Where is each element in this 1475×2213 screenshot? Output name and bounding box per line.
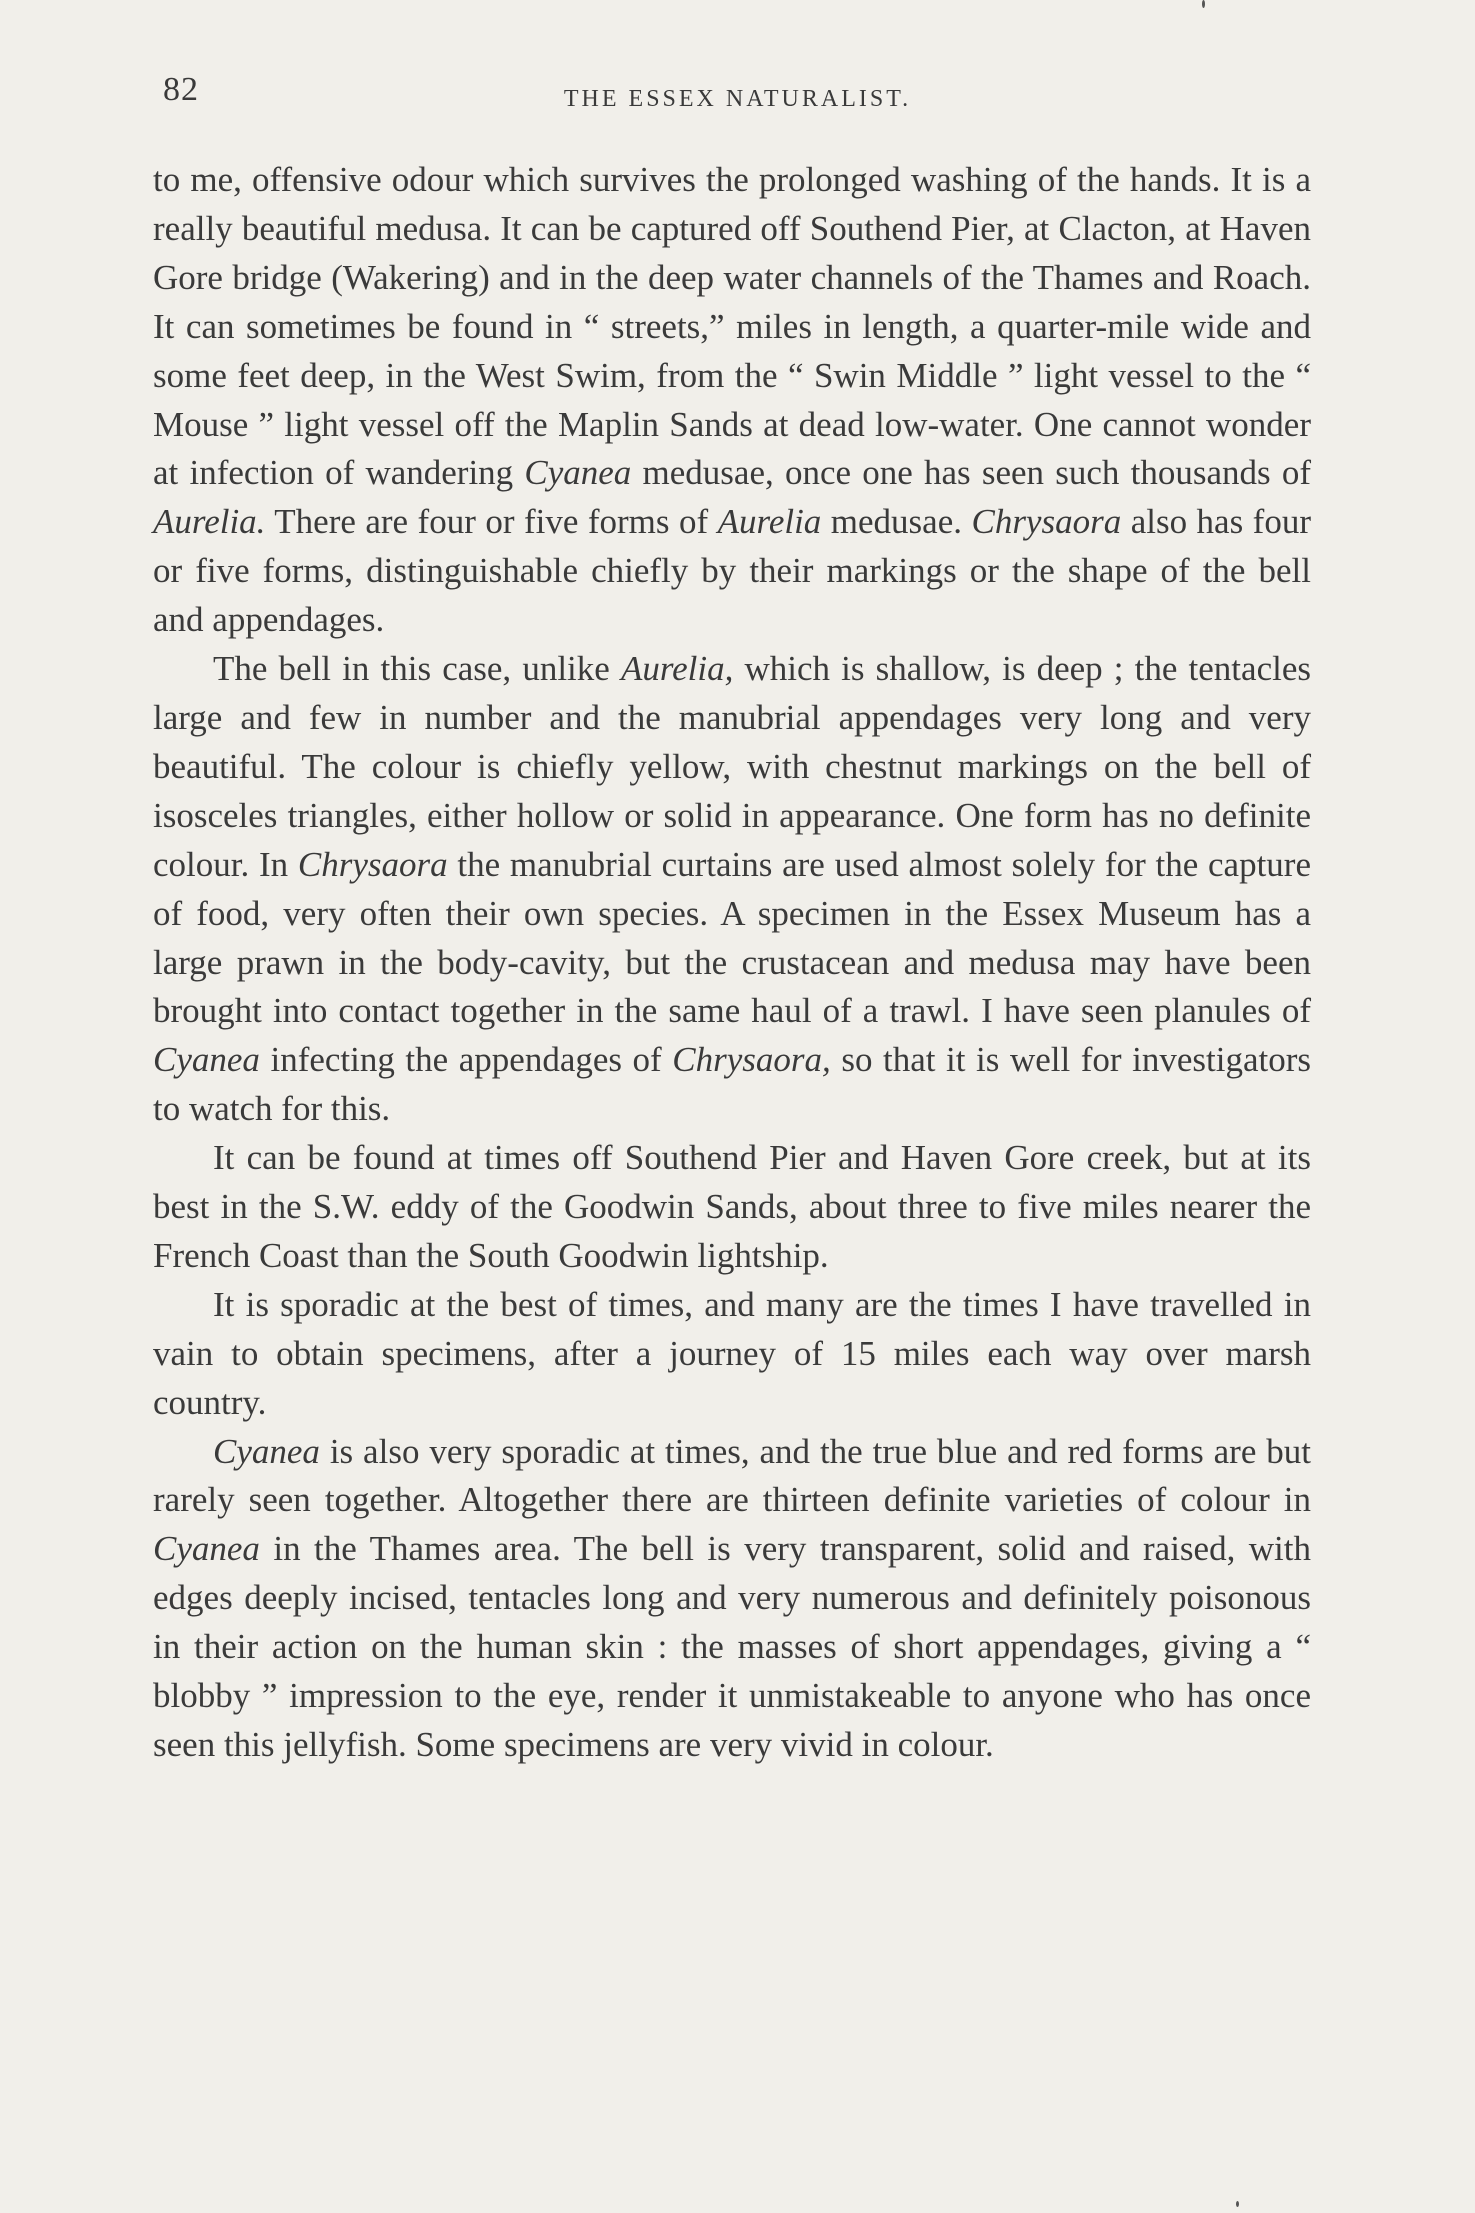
text-run: medusae, once one has seen such thousands of <box>631 453 1311 493</box>
text-run: so that it is well for investigators to watch for this. <box>153 1040 1312 1129</box>
page-number: 82 <box>163 71 199 108</box>
text-run: The bell in this case, unlike <box>213 649 621 689</box>
italic-term: Cyanea <box>153 1529 260 1569</box>
paragraph-5 <box>153 1428 1311 1770</box>
body-text <box>153 156 1311 1770</box>
text-run: medusae. <box>821 502 972 542</box>
paragraph-1 <box>153 156 1311 645</box>
text-run: the manubrial curtains are used almost solely for the capture of food, very often their own species. A specimen in the Essex Museum has a large prawn in the body-cavity, but the crustacean and medusa may have been brought into contact together in the same haul of a trawl. I have seen planules of <box>153 844 1311 1031</box>
text-run: also has four or five forms, distinguishable chiefly by their markings or the shape of the bell and appendages. <box>153 502 1311 640</box>
paragraph-4 <box>153 1281 1311 1428</box>
text-run: which is shallow, is deep ; the tentacles large and few in number and the manubrial appendages very long and very beautiful. The colour is chiefly yellow, with chestnut markings on the bell of isosceles triangles, either hollow or solid in appearance. One form has no definite colour. In <box>153 649 1311 884</box>
italic-term: Aurelia, <box>620 649 734 689</box>
italic-term: Chrysaora <box>297 844 448 884</box>
italic-term: Aurelia <box>717 502 822 542</box>
italic-term: Cyanea <box>524 453 632 493</box>
text-run: It can be found at times off Southend Pier and Haven Gore creek, but at its best in the S.W. eddy of the Goodwin Sands, about three to five miles nearer the French Coast than the South Goodwin lightship. <box>153 1138 1311 1275</box>
italic-term: Cyanea <box>153 1040 260 1080</box>
paragraph-2 <box>153 645 1311 1134</box>
paper-speck <box>1202 0 1205 8</box>
italic-term: Chrysaora, <box>672 1040 831 1080</box>
italic-term: Chrysaora <box>971 502 1122 542</box>
text-run: is also very sporadic at times, and the true blue and red forms are but rarely seen together. Altogether there are thirteen definite varieties of colour in <box>153 1431 1311 1520</box>
text-run: It is sporadic at the best of times, and many are the times I have travelled in vain to obtain specimens, after a journey of 15 miles each way over marsh country. <box>153 1284 1311 1422</box>
text-run: There are four or five forms of <box>265 502 718 542</box>
text-run: to me, offensive odour which survives the prolonged washing of the hands. It is a really beautiful medusa. It can be captured off Southend Pier, at Clacton, at Haven Gore bridge (Wakering) and in the deep water channels of the Thames and Roach. It can sometimes be found in “ streets,” miles in length, a quarter-mile wide and some feet deep, in the West Swim, from the “ Swin Middle ” light vessel to the “ Mouse ” light vessel off the Maplin Sands at dead low-water. One cannot wonder at infection of wandering <box>153 160 1311 493</box>
paper-speck <box>1236 2201 1239 2207</box>
text-run: infecting the appendages of <box>259 1040 673 1080</box>
text-run: in the Thames area. The bell is very transparent, solid and raised, with edges deeply incised, tentacles long and very numerous and definitely poisonous in their action on the human skin : the masses of short appendages, giving a “ blobby ” impression to the eye, render it unmistakeable to anyone who has once seen this jellyfish. Some specimens are very vivid in colour. <box>153 1529 1311 1764</box>
italic-term: Cyanea <box>213 1431 320 1471</box>
running-title: THE ESSEX NATURALIST. <box>563 86 912 112</box>
paragraph-3 <box>153 1134 1311 1281</box>
italic-term: Aurelia. <box>153 502 266 542</box>
